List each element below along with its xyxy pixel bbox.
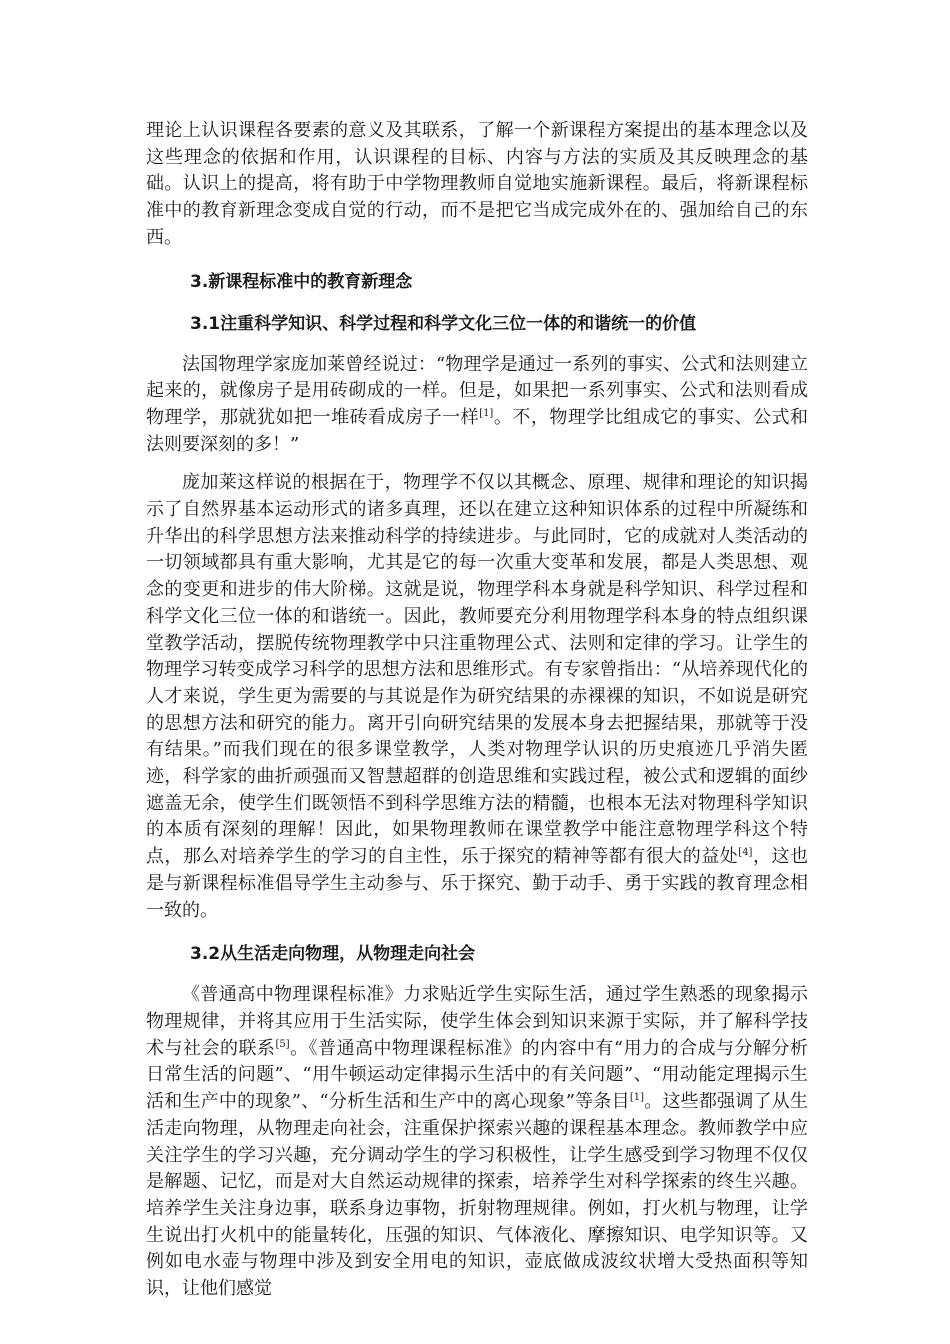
- paragraph-text: 。这些都强调了从生活走向物理，从物理走向社会，注重保护探索兴趣的课程基本理念。教师教学中应关注学生的学习兴趣，充分调动学生的学习积极性，让学生感受到学习物理不仅仅是解题、记忆，而是对大自然运动规律的探索，培养学生对科学探索的终生兴趣。培养学生关注身边事，联系身边事物，折射物理规律。例如，打火机与物理，让学生说出打火机中的能量转化，压强的知识、气体液化、摩擦知识、电学知识等。又例如电水壶与物理中涉及到安全用电的知识，壶底做成波纹状增大受热面积等知识，让他们感觉: [146, 1091, 808, 1300]
- paragraph-poincare-quote: [146, 352, 808, 459]
- paragraph-gap: [146, 458, 808, 470]
- citation-ref: [1]: [629, 1092, 644, 1104]
- paragraph-text: 《普通高中物理课程标准》力求贴近学生实际生活，通过学生熟悉的现象揭示物理规律，并将其应用于生活实际，使学生体会到知识来源于实际，并了解科学技术与社会的联系: [146, 984, 808, 1059]
- citation-ref: [5]: [275, 1038, 290, 1050]
- section-heading-3: 3.新课程标准中的教育新理念: [190, 271, 413, 292]
- paragraph-text: 庞加莱这样说的根据在于，物理学不仅以其概念、原理、规律和理论的知识揭示了自然界基本运动形式的诸多真理，还以在建立这种知识体系的过程中所凝练和升华出的科学思想方法来推动科学的持续进步。与此同时，它的成就对人类活动的一切领域都具有重大影响，尤其是它的每一次重大变革和发展，都是人类思想、观念的变更和进步的伟大阶梯。这就是说，物理学科本身就是科学知识、科学过程和科学文化三位一体的和谐统一。因此，教师要充分利用物理学科本身的特点组织课堂教学活动，摆脱传统物理教学中只注重物理公式、法则和定律的学习。让学生的物理学习转变成学习科学的思想方法和思维形式。有专家曾指出：“从培养现代化的人才来说，学生更为需要的与其说是作为研究结果的赤裸裸的知识，不如说是研究的思想方法和研究的能力。离开引向研究结果的发展本身去把握结果，那就等于没有结果。”而我们现在的很多课堂教学，人类对物理学认识的历史痕迹几乎消失匿迹，科学家的曲折顽强而又智慧超群的创造思维和实践过程，被公式和逻辑的面纱遮盖无余，使学生们既领悟不到科学思维方法的精髓，也根本无法对物理科学知识的本质有深刻的理解！因此，如果物理教师在课堂教学中能注意物理学科这个特点，那么对培养学生的学习的自主性，乐于探究的精神等都有很大的益处: [146, 472, 808, 868]
- paragraph-continued: [146, 118, 808, 252]
- paragraph-text: ，这也是与新课程标准倡导学生主动参与、乐于探究、勤于动手、勇于实践的教育理念相一致的。: [146, 846, 808, 921]
- paragraph-poincare-reason: [146, 470, 808, 924]
- paragraph-text: 。不，物理学比组成它的事实、公式和法则要深刻的多！”: [146, 406, 809, 455]
- section-heading-3-2: 3.2从生活走向物理，从物理走向社会: [190, 944, 476, 965]
- section-heading-3-1: 3.1注重科学知识、科学过程和科学文化三位一体的和谐统一的价值: [190, 313, 697, 334]
- citation-ref: [1]: [479, 407, 494, 419]
- paragraph-text: 理论上认识课程各要素的意义及其联系，了解一个新课程方案提出的基本理念以及这些理念的依据和作用，认识课程的目标、内容与方法的实质及其反映理念的基础。认识上的提高，将有助于中学物理教师自觉地实施新课程。最后，将新课程标准中的教育新理念变成自觉的行动，而不是把它当成完成外在的、强加给自己的东西。: [146, 120, 808, 248]
- paragraph-life-to-physics: [146, 982, 808, 1302]
- paragraph-text: 。《普通高中物理课程标准》的内容中有“用力的合成与分解分析日常生活的问题”、“用牛顿运动定律揭示生活中的有关问题”、“用动能定理揭示生活和生产中的现象”、“分析生活和生产中的离心现象”等条目: [146, 1037, 809, 1113]
- paragraph-text: 法国物理学家庞加莱曾经说过：“物理学是通过一系列的事实、公式和法则建立起来的，就像房子是用砖砌成的一样。但是，如果把一系列事实、公式和法则看成物理学，那就犹如把一堆砖看成房子一样: [146, 353, 808, 428]
- citation-ref: [4]: [738, 847, 753, 859]
- document-page: [146, 118, 808, 1303]
